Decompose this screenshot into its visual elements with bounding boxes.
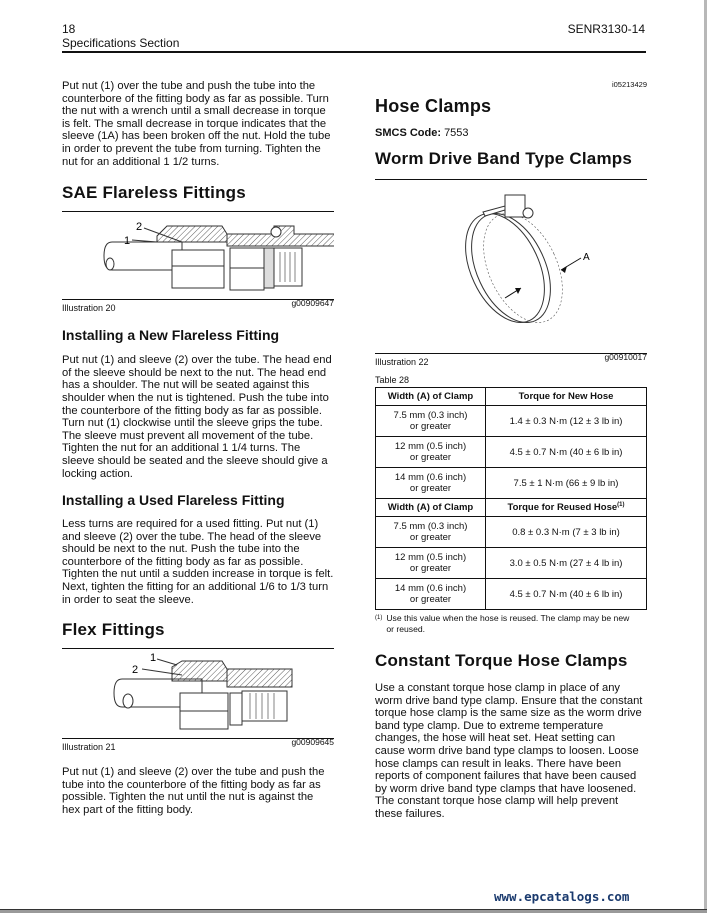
right-column: [375, 80, 647, 821]
smcs-value: 7553: [444, 127, 469, 139]
watermark: www.epcatalogs.com: [494, 889, 630, 904]
section-title: Specifications Section: [62, 36, 180, 50]
table-cell-width: 7.5 mm (0.3 inch) or greater: [376, 517, 486, 548]
flex-fitting-drawing: [62, 649, 334, 733]
callout-1: 1: [124, 235, 131, 248]
table-row: [376, 579, 647, 610]
table-row: [376, 517, 647, 548]
figure-caption: [375, 352, 647, 367]
table-cell-torque: 4.5 ± 0.7 N·m (40 ± 6 lb in): [486, 579, 647, 610]
sae-flareless-heading: SAE Flareless Fittings: [62, 183, 246, 203]
flex-fittings-text: Put nut (1) and sleeve (2) over the tube and push the tube into the counterbore of the fitting body as far as possible. Tighten the nut until the nut is against the hex part of the fitting body.: [62, 766, 325, 817]
hose-clamps-heading: Hose Clamps: [375, 96, 492, 116]
constant-torque-text: Use a constant torque hose clamp in place of any worm drive band type clamp. Ensure that the constant torque hose clamp is the same size as the worm drive band type clamp. Due to extreme temperature changes, the hose will heat set. Heat setting can cause worm drive band type clamps to loosen. Loose hose clamps can result in leaks. There have been reports of component failures that have been caused by worm drive band type clamps that have loosened. The constant torque hose clamp will help prevent these failures.: [375, 682, 643, 820]
flareless-fitting-drawing: [62, 212, 334, 294]
table-header-row: [376, 499, 647, 517]
hose-clamp-drawing: [375, 180, 647, 348]
table-header: Torque for Reused Hose$^{(1)}$: [486, 499, 647, 517]
table-row: [376, 437, 647, 468]
new-flareless-text: Put nut (1) and sleeve (2) over the tube. The head end of the sleeve should be next to the nut. The head end has a shoulder. The nut will be seated against this shoulder when the nut is tightened. Push the tube into the counterbore of the fitting body as far as possible. Turn nut (1) clockwise until the sleeve grips the tube. The sleeve must prevent all movement of the tube. Tighten the nut for an additional 1 1/4 turns. The sleeve should be seated and the sleeve should give a locking action.: [62, 354, 332, 480]
header-divider: [62, 51, 646, 53]
document-id: SENR3130-14: [567, 22, 645, 36]
intro-paragraph: Put nut (1) over the tube and push the tube into the counterbore of the fitting body as far as possible. Turn the nut with a wrench until a small decrease in torque is felt. The small decrease in torque indicates that the sleeve (1A) has been broken off the nut. Hold the tube in order to prevent the tube from turning. Tighten the nut for an additional 1 1/2 turns.: [62, 80, 331, 168]
illustration-label: Illustration 21: [62, 742, 116, 753]
table-cell-width: 7.5 mm (0.3 inch) or greater: [376, 406, 486, 437]
table-cell-torque: 3.0 ± 0.5 N·m (27 ± 4 lb in): [486, 548, 647, 579]
torque-table: [375, 387, 647, 610]
table-cell-width: 14 mm (0.6 inch) or greater: [376, 579, 486, 610]
table-cell-width: 12 mm (0.5 inch) or greater: [376, 437, 486, 468]
new-flareless-heading: Installing a New Flareless Fitting: [62, 327, 280, 344]
callout-2: 2: [132, 664, 139, 677]
table-row: [376, 468, 647, 499]
table-footnote: (1) Use this value when the hose is reused. The clamp may be new or reused.: [375, 613, 630, 634]
reference-id: i05213429: [611, 80, 647, 89]
table-cell-torque: 7.5 ± 1 N·m (66 ± 9 lb in): [486, 468, 647, 499]
constant-torque-heading: Constant Torque Hose Clamps: [375, 651, 628, 670]
illustration-22: [375, 179, 647, 367]
worm-drive-heading: Worm Drive Band Type Clamps: [375, 149, 632, 168]
illustration-20: [62, 211, 334, 313]
graphic-id: g00909645: [291, 737, 334, 748]
graphic-id: g00910017: [604, 352, 647, 362]
table-header-row: [376, 388, 647, 406]
table-label: Table 28: [375, 375, 410, 385]
used-flareless-text: Less turns are required for a used fitting. Put nut (1) and sleeve (2) over the tube. The head of the sleeve should be next to the nut. Push the tube into the counterbore of the fitting body as far as possible. Tighten the nut until a sudden increase in torque is felt. Next, tighten the fitting for an additional 1/6 to 1/3 turn in order to seat the sleeve.: [62, 518, 334, 606]
table-header: Torque for New Hose: [486, 388, 647, 406]
page-number: 18: [62, 22, 76, 36]
table-header: Width (A) of Clamp: [376, 388, 486, 406]
figure-caption: [62, 298, 334, 314]
illustration-label: Illustration 20: [62, 303, 116, 314]
used-flareless-heading: Installing a Used Flareless Fitting: [62, 492, 285, 509]
table-cell-torque: 4.5 ± 0.7 N·m (40 ± 6 lb in): [486, 437, 647, 468]
callout-a: A: [583, 252, 590, 263]
table-cell-torque: 0.8 ± 0.3 N·m (7 ± 3 lb in): [486, 517, 647, 548]
smcs-code: [375, 127, 647, 139]
graphic-id: g00909647: [291, 298, 334, 309]
table-row: [376, 548, 647, 579]
illustration-21: [62, 648, 334, 752]
table-cell-width: 14 mm (0.6 inch) or greater: [376, 468, 486, 499]
smcs-label: SMCS Code:: [375, 127, 441, 139]
table-cell-torque: 1.4 ± 0.3 N·m (12 ± 3 lb in): [486, 406, 647, 437]
left-column: [62, 80, 334, 817]
table-header: Width (A) of Clamp: [376, 499, 486, 517]
table-row: [376, 406, 647, 437]
flex-fittings-heading: Flex Fittings: [62, 620, 165, 640]
table-cell-width: 12 mm (0.5 inch) or greater: [376, 548, 486, 579]
figure-caption: [62, 737, 334, 753]
callout-2: 2: [136, 221, 143, 234]
callout-1: 1: [150, 652, 157, 665]
page-bottom-border: [0, 909, 707, 913]
illustration-label: Illustration 22: [375, 357, 429, 367]
